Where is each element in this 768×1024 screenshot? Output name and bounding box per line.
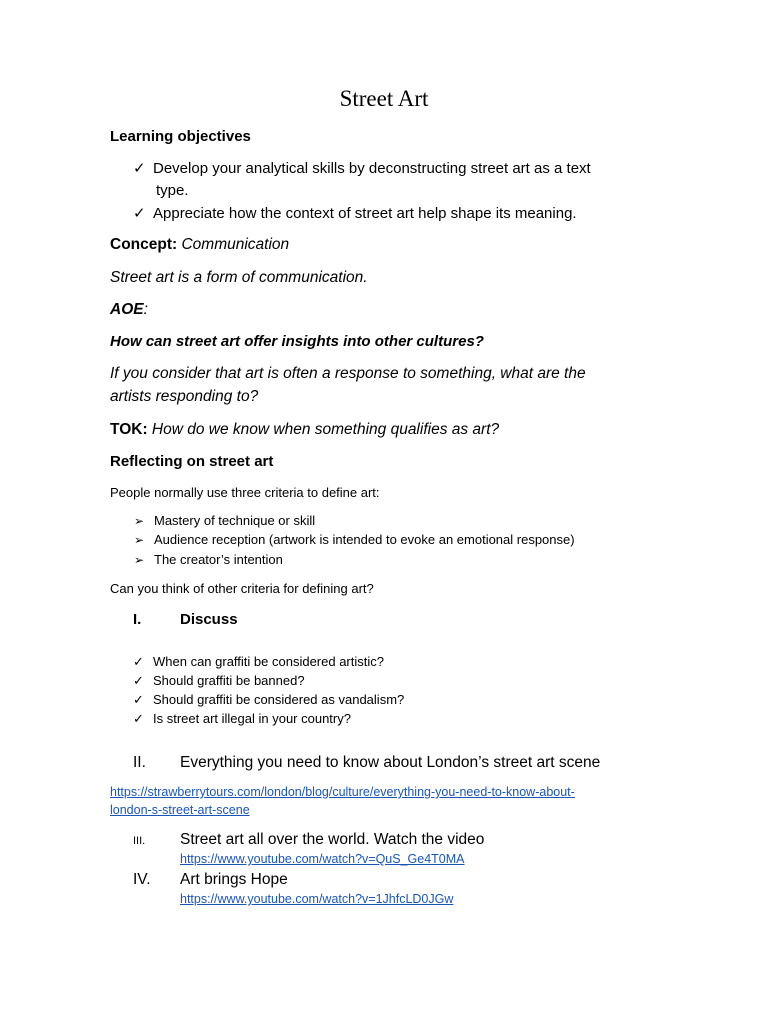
consider-question-line2: artists responding to?	[110, 388, 259, 405]
checkmark-icon: ✓	[133, 205, 146, 222]
discuss-item: ✓ When can graffiti be considered artistic?	[133, 654, 384, 669]
arrowhead-bullet-icon: ➢	[134, 514, 145, 528]
criteria-item: ➢ Audience reception (artwork is intended to evoke an emotional response)	[134, 532, 575, 547]
objective-item: ✓ Appreciate how the context of street art help shape its meaning.	[133, 205, 577, 222]
section-2-heading: II. Everything you need to know about London’s street art scene	[133, 754, 601, 771]
page-title: Street Art	[339, 86, 429, 111]
criteria-intro: People normally use three criteria to define art:	[110, 485, 380, 500]
reflecting-heading: Reflecting on street art	[110, 453, 274, 470]
discuss-item: ✓ Should graffiti be banned?	[133, 673, 305, 688]
learning-objectives-heading: Learning objectives	[110, 128, 251, 145]
section-numeral: II.	[133, 754, 146, 771]
section-numeral: IV.	[133, 871, 151, 888]
criteria-item: ➢ Mastery of technique or skill	[134, 513, 316, 528]
objective-item: ✓ Develop your analytical skills by deconstructing street art as a text	[133, 160, 591, 177]
art-brings-hope-video-link[interactable]: https://www.youtube.com/watch?v=1JhfcLD0JGw	[180, 892, 454, 906]
section-numeral: III.	[133, 835, 146, 847]
tok-value: How do we know when something qualifies as art?	[151, 421, 500, 438]
concept-statement: Street art is a form of communication.	[110, 269, 368, 286]
world-street-art-video-link[interactable]: https://www.youtube.com/watch?v=QuS_Ge4T0MA	[180, 852, 465, 866]
arrowhead-bullet-icon: ➢	[134, 533, 145, 547]
arrowhead-bullet-icon: ➢	[134, 553, 145, 567]
discuss-item: ✓ Is street art illegal in your country?	[133, 711, 351, 726]
london-street-art-link-line2[interactable]: london-s-street-art-scene	[110, 803, 250, 817]
section-3-heading: III. Street art all over the world. Watch the video	[133, 831, 485, 848]
tok-line	[110, 421, 499, 439]
concept-label: Concept:	[110, 236, 178, 253]
checkmark-icon: ✓	[133, 673, 144, 688]
criteria-question: Can you think of other criteria for defining art?	[110, 581, 374, 596]
london-street-art-link-line1[interactable]: https://strawberrytours.com/london/blog/culture/everything-you-need-to-know-about-	[110, 785, 575, 799]
aoe-line: AOE:	[110, 301, 148, 318]
checkmark-icon: ✓	[133, 692, 144, 707]
aoe-label: AOE	[110, 301, 144, 318]
aoe-question: How can street art offer insights into other cultures?	[110, 333, 484, 350]
criteria-item: ➢ The creator’s intention	[134, 552, 283, 567]
objective-item-continued: type.	[156, 182, 189, 199]
concept-line	[110, 236, 289, 254]
checkmark-icon: ✓	[133, 654, 144, 669]
section-numeral: I.	[133, 611, 142, 628]
concept-value: Communication	[181, 236, 290, 253]
tok-label: TOK:	[110, 421, 148, 438]
section-4-heading: IV. Art brings Hope	[133, 871, 288, 888]
consider-question-line1: If you consider that art is often a response to something, what are the	[110, 365, 586, 382]
checkmark-icon: ✓	[133, 160, 146, 177]
section-1-heading: I. Discuss	[133, 611, 238, 628]
checkmark-icon: ✓	[133, 711, 144, 726]
discuss-item: ✓ Should graffiti be considered as vandalism?	[133, 692, 405, 707]
